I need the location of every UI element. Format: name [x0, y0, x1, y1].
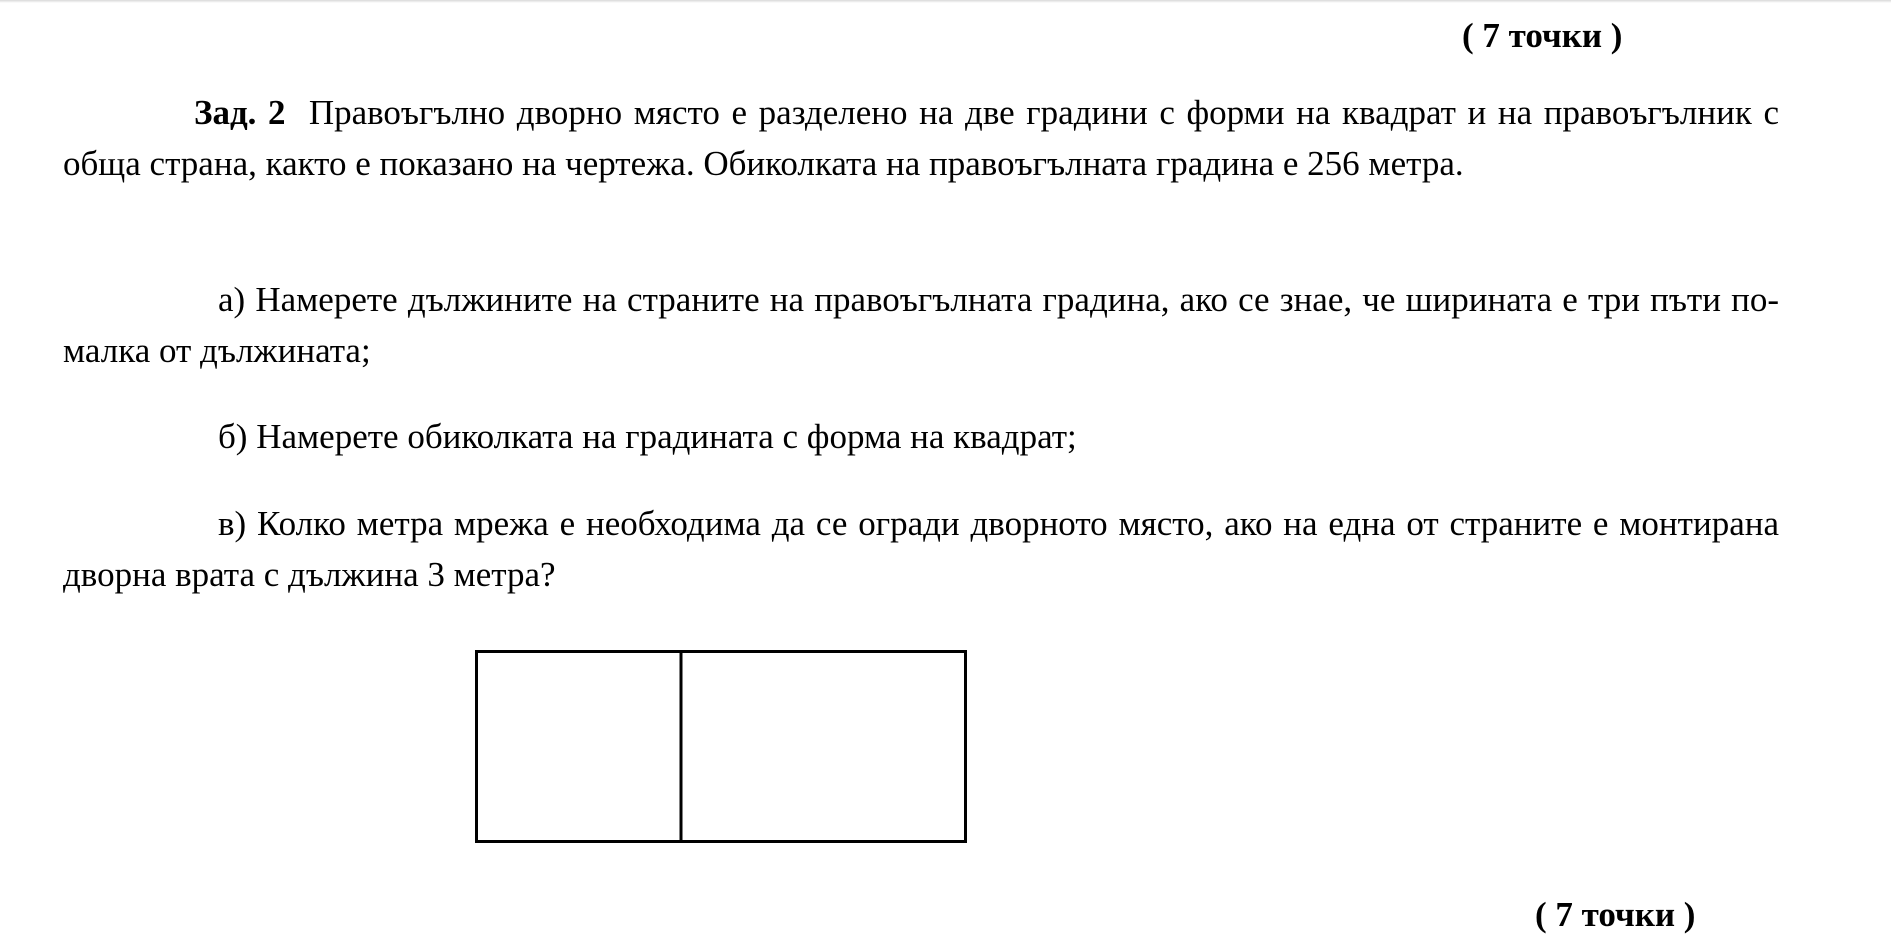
points-label-top: ( 7 точки ) — [1462, 16, 1623, 55]
question-b — [63, 411, 1779, 462]
question-a-text: а) Намерете дължините на страните на правоъгълната градина, ако се знае, че ширината е три пъти по-малка от дължината; — [63, 280, 1779, 370]
page-top-edge — [0, 0, 1891, 3]
yard-outline — [477, 652, 966, 842]
question-v — [63, 498, 1779, 600]
question-v-text: в) Колко метра мрежа е необходима да се огради дворното място, ако на една от страните е монтирана дворна врата с дължина 3 метра? — [63, 504, 1779, 594]
question-a — [63, 274, 1779, 376]
points-label-bottom: ( 7 точки ) — [1535, 895, 1696, 934]
problem-text: Правоъгълно дворно място е разделено на две градини с форми на квадрат и на правоъгълник с обща страна, както е показано на чертежа. Обиколката на правоъгълната градина е 256 метра. — [63, 93, 1779, 183]
problem-label: Зад. 2 — [194, 93, 286, 132]
problem-statement — [63, 87, 1779, 189]
yard-diagram — [475, 650, 970, 846]
question-b-text: б) Намерете обиколката на градината с форма на квадрат; — [218, 417, 1077, 456]
